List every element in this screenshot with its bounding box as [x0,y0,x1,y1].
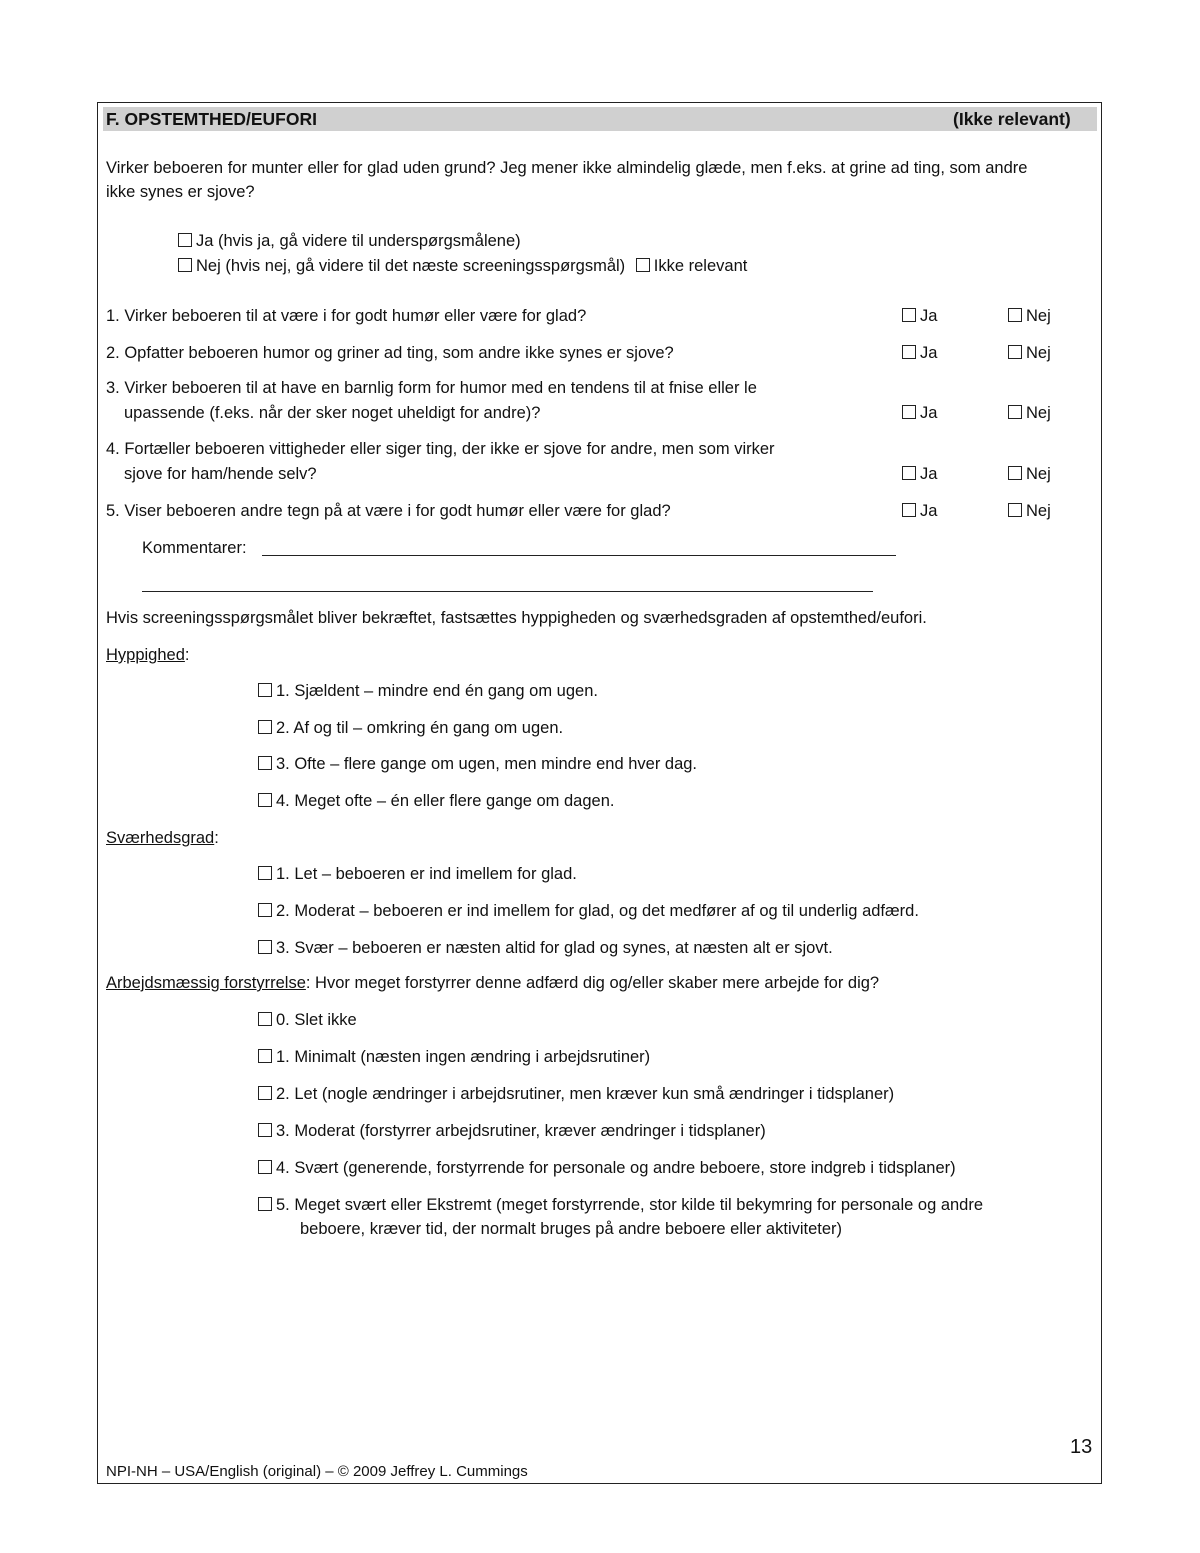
checkbox[interactable] [1008,466,1022,480]
answer-yes-label: Ja [920,404,938,422]
disruption-option-1[interactable] [258,1046,650,1068]
page-number: 13 [1070,1436,1093,1458]
checkbox[interactable] [902,466,916,480]
checkbox[interactable] [258,1123,272,1137]
intro-line-1: Virker beboeren for munter eller for glad uden grund? Jeg mener ikke almindelig glæde, men f.eks. at grine ad ting, som andre [106,159,1028,177]
question-4-line-2: sjove for ham/hende selv? [124,465,317,483]
severity-option-1[interactable] [258,863,577,885]
frequency-option-4[interactable] [258,790,614,812]
checkbox[interactable] [636,258,650,272]
answer-yes[interactable] [902,463,937,485]
frequency-label: Hyppighed [106,646,185,664]
option-label: 3. Moderat (forstyrrer arbejdsrutiner, kræver ændringer i tidsplaner) [276,1122,766,1140]
option-label: 3. Ofte – flere gange om ugen, men mindre end hver dag. [276,755,698,773]
answer-no-label: Nej [1026,404,1051,422]
option-label: 4. Svært (generende, forstyrrende for personale og andre beboere, store indgreb i tidsplaner) [276,1159,956,1177]
frequency-option-3[interactable] [258,753,697,775]
checkbox[interactable] [258,1012,272,1026]
question-3-line-2: upassende (f.eks. når der sker noget uheldigt for andre)? [124,404,541,422]
disruption-question: : Hvor meget forstyrrer denne adfærd dig og/eller skaber mere arbejde for dig? [305,974,880,992]
answer-yes[interactable] [902,402,937,424]
option-label: 2. Moderat – beboeren er ind imellem for glad, og det medfører af og til underlig adfærd. [276,902,919,920]
answer-yes[interactable] [902,500,937,522]
answer-no[interactable] [1008,342,1051,364]
answer-no-label: Nej [1026,502,1051,520]
question-5: 5. Viser beboeren andre tegn på at være i for godt humør eller være for glad? [106,502,671,520]
severity-option-3[interactable] [258,937,833,959]
checkbox[interactable] [902,345,916,359]
answer-no[interactable] [1008,305,1051,327]
disruption-option-0[interactable] [258,1009,357,1031]
checkbox[interactable] [1008,345,1022,359]
checkbox[interactable] [902,308,916,322]
disruption-heading [106,972,879,994]
answer-no[interactable] [1008,402,1051,424]
section-title: F. OPSTEMTHED/EUFORI [106,109,317,129]
comments-label: Kommentarer: [142,539,247,557]
severity-option-2[interactable] [258,900,919,922]
answer-no-label: Nej [1026,307,1051,325]
frequency-option-1[interactable] [258,680,598,702]
checkbox[interactable] [258,940,272,954]
disruption-option-4[interactable] [258,1157,956,1179]
intro-line-2: ikke synes er sjove? [106,183,255,201]
option-label: 2. Af og til – omkring én gang om ugen. [276,719,564,737]
not-relevant-label: (Ikke relevant) [953,109,1071,129]
comments-field-line-2[interactable] [142,591,873,592]
option-label: 0. Slet ikke [276,1011,357,1029]
screening-no[interactable] [178,255,747,277]
option-label: 5. Meget svært eller Ekstremt (meget forstyrrende, stor kilde til bekymring for personale og andre [276,1196,984,1214]
checkbox[interactable] [258,1086,272,1100]
confirm-text: Hvis screeningsspørgsmålet bliver bekræftet, fastsættes hyppigheden og sværhedsgraden af opstemthed/eufori. [106,609,927,627]
checkbox[interactable] [1008,503,1022,517]
answer-yes[interactable] [902,342,937,364]
answer-yes[interactable] [902,305,937,327]
answer-yes-label: Ja [920,502,938,520]
screening-na-label: Ikke relevant [653,257,748,275]
checkbox[interactable] [258,793,272,807]
checkbox[interactable] [1008,405,1022,419]
question-1: 1. Virker beboeren til at være i for godt humør eller være for glad? [106,307,587,325]
checkbox[interactable] [178,233,192,247]
option-label: 3. Svær – beboeren er næsten altid for glad og synes, at næsten alt er sjovt. [276,939,833,957]
answer-yes-label: Ja [920,465,938,483]
question-2: 2. Opfatter beboeren humor og griner ad ting, som andre ikke synes er sjove? [106,344,674,362]
checkbox[interactable] [258,866,272,880]
screening-yes[interactable] [178,230,521,252]
answer-no-label: Nej [1026,344,1051,362]
checkbox[interactable] [258,683,272,697]
footer-copyright: NPI-NH – USA/English (original) – © 2009 Jeffrey L. Cummings [106,1463,528,1480]
answer-yes-label: Ja [920,344,938,362]
checkbox[interactable] [902,503,916,517]
option-label: 1. Minimalt (næsten ingen ændring i arbejdsrutiner) [276,1048,651,1066]
checkbox[interactable] [258,1197,272,1211]
question-4-line-1: 4. Fortæller beboeren vittigheder eller siger ting, der ikke er sjove for andre, men som virker [106,440,775,458]
disruption-option-5-line-2: beboere, kræver tid, der normalt bruges på andre beboere eller aktiviteter) [300,1220,843,1238]
severity-heading: Sværhedsgrad: [106,829,219,847]
answer-no[interactable] [1008,500,1051,522]
option-label: 1. Let – beboeren er ind imellem for glad. [276,865,577,883]
checkbox[interactable] [258,756,272,770]
checkbox[interactable] [902,405,916,419]
checkbox[interactable] [1008,308,1022,322]
option-label: 1. Sjældent – mindre end én gang om ugen. [276,682,598,700]
checkbox[interactable] [258,1160,272,1174]
checkbox[interactable] [258,903,272,917]
screening-no-label: Nej (hvis nej, gå videre til det næste screeningsspørgsmål) [196,257,626,275]
frequency-heading: Hyppighed: [106,646,190,664]
frequency-option-2[interactable] [258,717,563,739]
answer-yes-label: Ja [920,307,938,325]
disruption-option-5[interactable] [258,1194,983,1216]
option-label: 4. Meget ofte – én eller flere gange om dagen. [276,792,615,810]
question-3-line-1: 3. Virker beboeren til at have en barnlig form for humor med en tendens til at fnise eller le [106,379,757,397]
checkbox[interactable] [258,720,272,734]
screening-yes-label: Ja (hvis ja, gå videre til underspørgsmålene) [196,232,521,250]
disruption-label: Arbejdsmæssig forstyrrelse [106,974,306,992]
disruption-option-2[interactable] [258,1083,894,1105]
disruption-option-3[interactable] [258,1120,766,1142]
answer-no[interactable] [1008,463,1051,485]
comments-field-line-1[interactable] [262,555,896,556]
option-label: 2. Let (nogle ændringer i arbejdsrutiner, men kræver kun små ændringer i tidsplaner) [276,1085,895,1103]
checkbox[interactable] [258,1049,272,1063]
severity-label: Sværhedsgrad [106,829,215,847]
answer-no-label: Nej [1026,465,1051,483]
checkbox[interactable] [178,258,192,272]
